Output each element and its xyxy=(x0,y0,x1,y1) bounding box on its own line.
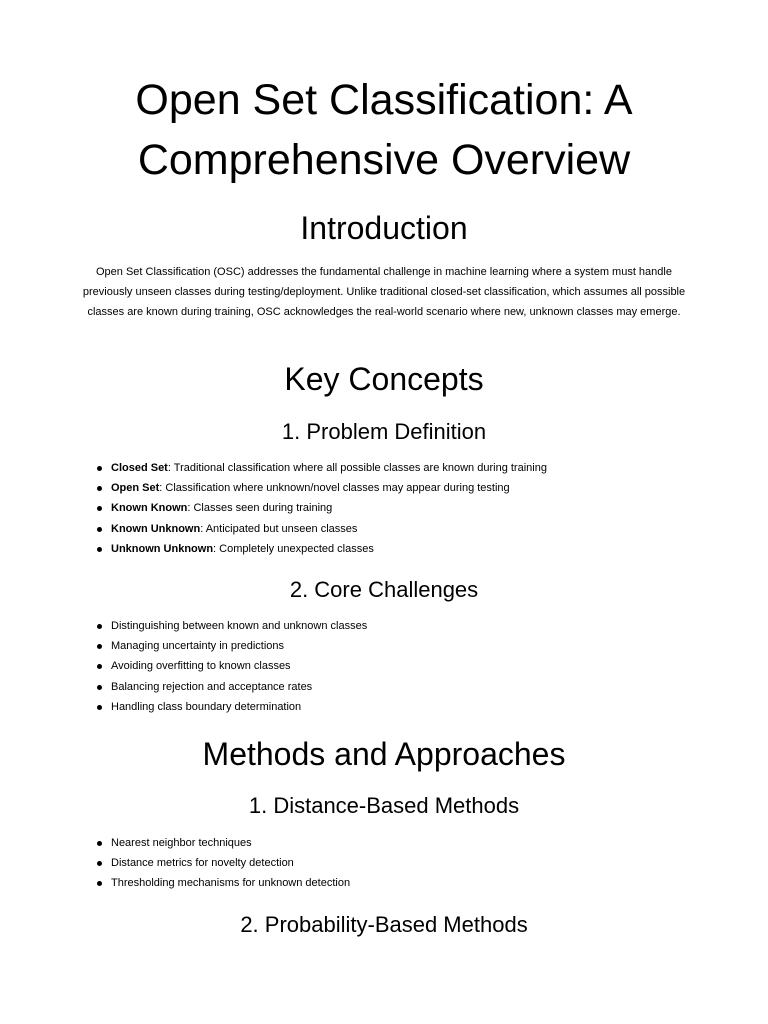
problem-definition-heading: 1. Problem Definition xyxy=(281,419,487,444)
item-text: Avoiding overfitting to known classes xyxy=(111,660,291,673)
bullet-icon xyxy=(97,644,102,649)
item-text: Balancing rejection and acceptance rates xyxy=(111,680,313,693)
item-text: Thresholding mechanisms for unknown detection xyxy=(111,877,351,890)
description: : Completely unexpected classes xyxy=(213,542,374,555)
item-text: Nearest neighbor techniques xyxy=(111,837,252,849)
description: : Anticipated but unseen classes xyxy=(200,522,358,535)
introduction-paragraph: Open Set Classification (OSC) addresses the fundamental challenge in machine learning where a system must handle previously unseen classes during testing/deployment. Unlike traditional closed-set classification, which assumes all possible classes are known during training, OSC acknowledges the real-world scenario where new, unknown classes may emerge. xyxy=(82,266,686,318)
item-text: Distance metrics for novelty detection xyxy=(111,857,294,870)
distance-based-heading: 1. Distance-Based Methods xyxy=(248,793,520,818)
list-item xyxy=(0,519,768,539)
term: Known Unknown xyxy=(111,522,201,535)
list-item xyxy=(0,656,768,676)
list-item xyxy=(0,697,768,717)
term: Known Known xyxy=(111,502,188,515)
list-item xyxy=(0,636,768,656)
description: : Classes seen during training xyxy=(187,502,333,515)
bullet-icon xyxy=(97,506,102,511)
core-challenges-list xyxy=(0,616,768,717)
bullet-icon xyxy=(97,881,102,886)
key-concepts-heading: Key Concepts xyxy=(284,361,484,397)
bullet-icon xyxy=(97,486,102,491)
description: : Classification where unknown/novel classes may appear during testing xyxy=(159,482,510,495)
core-challenges-heading: 2. Core Challenges xyxy=(289,577,479,602)
list-item xyxy=(0,539,768,559)
list-item xyxy=(0,616,768,636)
term: Unknown Unknown xyxy=(111,542,214,555)
bullet-icon xyxy=(97,547,102,552)
list-item xyxy=(0,677,768,697)
item-text: Managing uncertainty in predictions xyxy=(111,640,285,653)
item-text: Handling class boundary determination xyxy=(111,700,302,713)
description: : Traditional classification where all possible classes are known during training xyxy=(167,462,547,474)
introduction-heading: Introduction xyxy=(300,210,468,246)
bullet-icon xyxy=(97,841,102,846)
bullet-icon xyxy=(97,624,102,629)
bullet-icon xyxy=(97,861,102,866)
list-item xyxy=(0,833,768,853)
bullet-icon xyxy=(97,466,102,471)
probability-based-heading: 2. Probability-Based Methods xyxy=(240,912,528,937)
list-item xyxy=(0,478,768,498)
list-item xyxy=(0,498,768,518)
bullet-icon xyxy=(97,527,102,532)
list-item xyxy=(0,853,768,873)
list-item xyxy=(0,458,768,478)
item-text: Distinguishing between known and unknown classes xyxy=(111,620,368,632)
bullet-icon xyxy=(97,685,102,690)
list-item xyxy=(0,873,768,893)
page-title: Open Set Classification: A Comprehensive Overview xyxy=(135,76,633,184)
distance-based-list xyxy=(0,833,768,894)
bullet-icon xyxy=(97,705,102,710)
term: Open Set xyxy=(111,482,160,495)
term: Closed Set xyxy=(111,462,168,474)
methods-heading: Methods and Approaches xyxy=(202,736,566,772)
problem-definition-list xyxy=(0,458,768,559)
bullet-icon xyxy=(97,664,102,669)
